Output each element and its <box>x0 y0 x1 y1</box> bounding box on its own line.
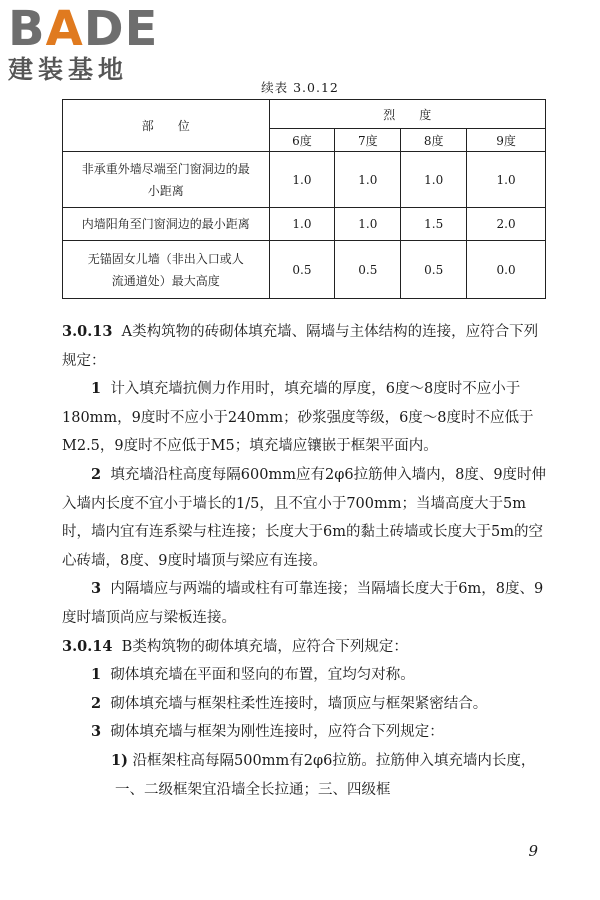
table-row <box>63 152 546 208</box>
watermark-logo <box>8 1 178 84</box>
table-row <box>63 208 546 241</box>
clause-item <box>62 375 548 461</box>
item-text: 填充墙沿柱高度每隔600mm应有2φ6拉筋伸入墙内，8度、9度时伸入墙内长度不宜小于墙长的1/5，且不宜小于700mm；当墙高度大于5m时，墙内宜有连系梁与柱连接；长度大于6m的黏土砖墙或长度大于5m的空心砖墙，8度、9度时墙顶与梁应有连接。 <box>62 466 547 569</box>
item-number: 3 <box>91 723 102 741</box>
clause-item <box>62 575 548 632</box>
clause-body <box>62 318 548 804</box>
clause-3-0-14 <box>62 633 548 662</box>
subitem-number: 1) <box>111 751 128 769</box>
row-value: 1.0 <box>401 152 467 208</box>
row-value: 1.0 <box>269 208 335 241</box>
clause-text: B类构筑物的砌体填充墙，应符合下列规定： <box>121 638 408 655</box>
clause-3-0-13 <box>62 318 548 375</box>
row-value: 1.0 <box>467 152 546 208</box>
item-number: 3 <box>91 580 102 598</box>
header-degree: 8度 <box>401 129 467 152</box>
row-value: 2.0 <box>467 208 546 241</box>
clause-item <box>62 661 548 690</box>
item-number: 2 <box>91 694 102 712</box>
item-text: 计入填充墙抗侧力作用时，填充墙的厚度，6度～8度时不应小于180mm，9度时不应小于240mm；砂浆强度等级，6度～8度时不应低于M2.5，9度时不应低于M5；填充墙应镶嵌于框架平面内。 <box>62 381 534 455</box>
spec-table <box>62 99 546 299</box>
row-value: 0.5 <box>269 241 335 299</box>
item-text: 内隔墙应与两端的墙或柱有可靠连接；当隔墙长度大于6m，8度、9度时墙顶尚应与梁板连接。 <box>62 581 544 626</box>
row-value: 1.0 <box>269 152 335 208</box>
page-number: 9 <box>528 842 538 860</box>
header-intensity: 烈 度 <box>269 100 545 129</box>
logo-subtitle: 建装基地 <box>8 55 129 84</box>
clause-number: 3.0.13 <box>62 323 113 340</box>
logo-mark: BADE <box>8 1 159 57</box>
row-value: 0.0 <box>467 241 546 299</box>
row-value: 0.5 <box>401 241 467 299</box>
header-part: 部 位 <box>63 100 270 152</box>
row-value: 0.5 <box>335 241 401 299</box>
header-degree: 9度 <box>467 129 546 152</box>
item-number: 2 <box>91 465 102 483</box>
row-part: 无锚固女儿墙（非出入口或人流通道处）最大高度 <box>63 241 270 299</box>
clause-item <box>62 690 548 719</box>
item-text: 砌体填充墙与框架柱柔性连接时，墙顶应与框架紧密结合。 <box>110 695 488 712</box>
item-text: 砌体填充墙与框架为刚性连接时，应符合下列规定： <box>110 724 444 741</box>
row-part: 内墙阳角至门窗洞边的最小距离 <box>63 208 270 241</box>
subitem-text: 沿框架柱高每隔500mm有2φ6拉筋。拉筋伸入填充墙内长度，一、二级框架宜沿墙全长拉通；三、四级框 <box>115 752 536 798</box>
clause-item <box>62 461 548 575</box>
row-part: 非承重外墙尽端至门窗洞边的最小距离 <box>63 152 270 208</box>
item-number: 1 <box>91 380 102 398</box>
table-caption: 续表 3.0.12 <box>261 80 339 95</box>
clause-item <box>62 718 548 747</box>
clause-text: A类构筑物的砖砌体填充墙、隔墙与主体结构的连接，应符合下列规定： <box>62 324 539 369</box>
item-text: 砌体填充墙在平面和竖向的布置，宜均匀对称。 <box>110 667 415 684</box>
row-value: 1.0 <box>335 152 401 208</box>
row-value: 1.0 <box>335 208 401 241</box>
item-number: 1 <box>91 666 102 684</box>
header-degree: 7度 <box>335 129 401 152</box>
clause-subitem <box>62 747 548 804</box>
row-value: 1.5 <box>401 208 467 241</box>
header-degree: 6度 <box>269 129 335 152</box>
clause-number: 3.0.14 <box>62 637 113 655</box>
table-row <box>63 241 546 299</box>
